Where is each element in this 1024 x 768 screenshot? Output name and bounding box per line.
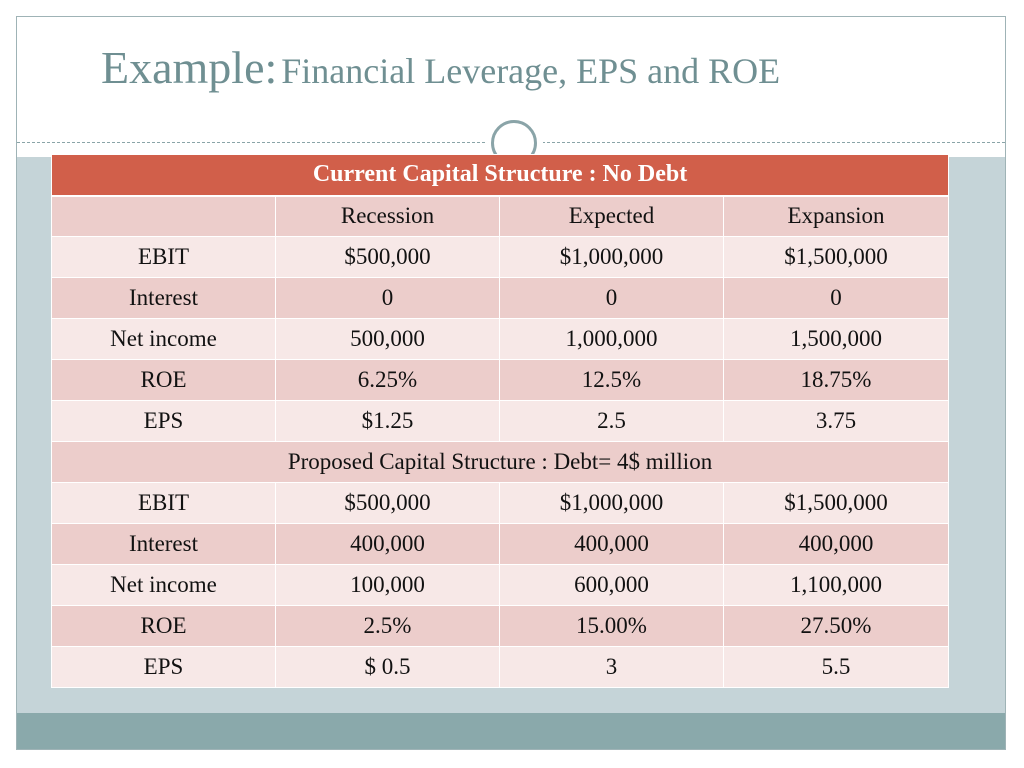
- table-cell: 400,000: [724, 524, 949, 565]
- table-cell: $500,000: [276, 237, 500, 278]
- column-header: [52, 196, 276, 237]
- table-row: [52, 606, 949, 647]
- column-header: Recession: [276, 196, 500, 237]
- table-row: [52, 278, 949, 319]
- table-cell: 12.5%: [500, 360, 724, 401]
- table-cell: $1,500,000: [724, 483, 949, 524]
- table-row: [52, 565, 949, 606]
- slide-title: [101, 41, 780, 94]
- table-row: [52, 401, 949, 442]
- table-cell: 2.5%: [276, 606, 500, 647]
- table-cell: 100,000: [276, 565, 500, 606]
- leverage-table: [51, 154, 949, 688]
- table-row: [52, 237, 949, 278]
- table-cell: 400,000: [500, 524, 724, 565]
- row-label: Interest: [52, 524, 276, 565]
- row-label: Net income: [52, 319, 276, 360]
- table-cell: $ 0.5: [276, 647, 500, 688]
- table-cell: 6.25%: [276, 360, 500, 401]
- title-main: Example:: [101, 42, 278, 93]
- table-row: [52, 319, 949, 360]
- column-header-row: [52, 196, 949, 237]
- table-cell: $500,000: [276, 483, 500, 524]
- table-cell: 27.50%: [724, 606, 949, 647]
- row-label: EPS: [52, 401, 276, 442]
- proposed-header-row: [52, 442, 949, 483]
- table-row: [52, 360, 949, 401]
- table-cell: $1,000,000: [500, 483, 724, 524]
- table-cell: 5.5: [724, 647, 949, 688]
- table-header-proposed: Proposed Capital Structure : Debt= 4$ million: [52, 442, 949, 483]
- table-row: [52, 647, 949, 688]
- title-sub: Financial Leverage, EPS and ROE: [281, 51, 781, 91]
- table-cell: $1.25: [276, 401, 500, 442]
- table-cell: 1,000,000: [500, 319, 724, 360]
- table-cell: 500,000: [276, 319, 500, 360]
- row-label: Interest: [52, 278, 276, 319]
- row-label: EBIT: [52, 483, 276, 524]
- table-cell: 1,500,000: [724, 319, 949, 360]
- table-header-current: Current Capital Structure : No Debt: [52, 155, 949, 196]
- row-label: Net income: [52, 565, 276, 606]
- table-cell: 2.5: [500, 401, 724, 442]
- table-cell: 600,000: [500, 565, 724, 606]
- row-label: EBIT: [52, 237, 276, 278]
- table-cell: 400,000: [276, 524, 500, 565]
- table-cell: 18.75%: [724, 360, 949, 401]
- row-label: EPS: [52, 647, 276, 688]
- footer-band: [17, 713, 1005, 749]
- row-label: ROE: [52, 606, 276, 647]
- table-row: [52, 483, 949, 524]
- table-cell: 0: [724, 278, 949, 319]
- table-cell: 3: [500, 647, 724, 688]
- table-cell: 0: [276, 278, 500, 319]
- column-header: Expansion: [724, 196, 949, 237]
- table-cell: $1,000,000: [500, 237, 724, 278]
- table-cell: 3.75: [724, 401, 949, 442]
- column-header: Expected: [500, 196, 724, 237]
- table-cell: 1,100,000: [724, 565, 949, 606]
- table-cell: $1,500,000: [724, 237, 949, 278]
- table-cell: 0: [500, 278, 724, 319]
- row-label: ROE: [52, 360, 276, 401]
- table-row: [52, 524, 949, 565]
- table-cell: 15.00%: [500, 606, 724, 647]
